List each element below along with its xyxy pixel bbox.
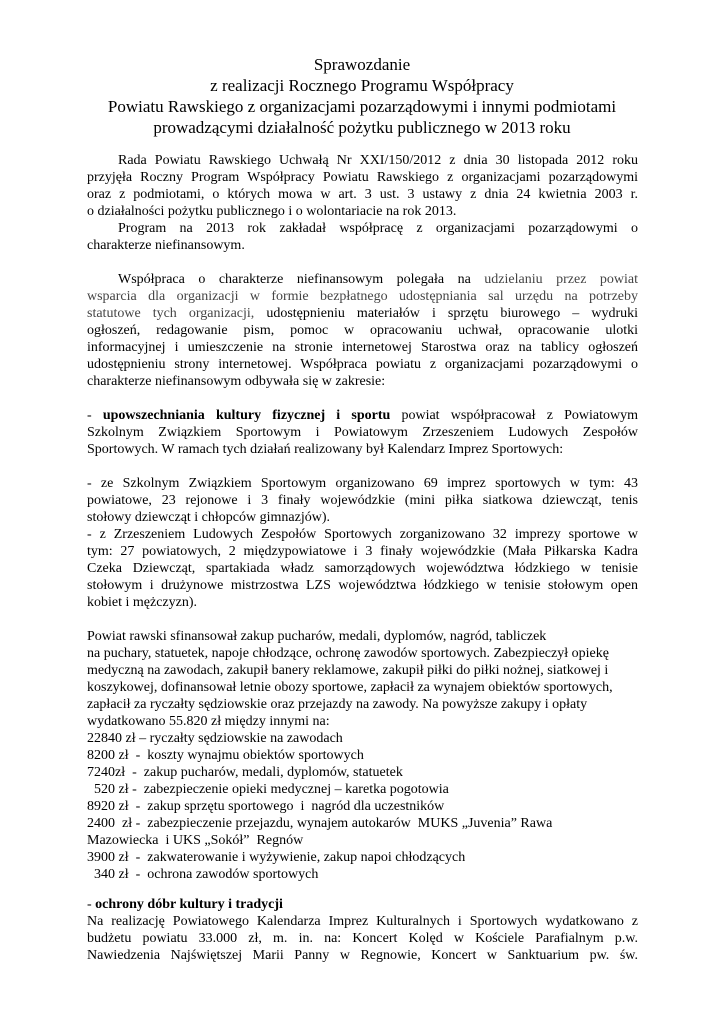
title-line-3: Powiatu Rawskiego z organizacjami pozarządowymi i innymi podmiotami xyxy=(107,97,617,116)
culture-heading: ochrony dóbr kultury i tradycji xyxy=(95,897,283,912)
sport-line: Szkolnym Związkiem Sportowym i Powiatowym Zrzeszeniem Ludowych Zespołów xyxy=(87,425,638,440)
finance-line: wydatkowano 55.820 zł między innymi na: xyxy=(87,714,330,729)
lzs-line: Czeka Dziewcząt, spartakiada władz samorządowych województwa łódzkiego w tenisie xyxy=(87,561,638,576)
szs-line: stołowy dziewcząt i chłopców gimnazjów). xyxy=(87,510,330,525)
nonfin-line: ogłoszeń, redagowanie pism, pomoc w opracowaniu uchwał, opracowanie ulotki xyxy=(87,323,638,338)
expense-item: 3900 zł - zakwaterowanie i wyżywienie, zakup napoi chłodzących xyxy=(87,850,466,865)
intro-line: o działalności pożytku publicznego i o wolontariacie na rok 2013. xyxy=(87,204,457,219)
finance-line: na puchary, statuetek, napoje chłodzące, ochronę zawodów sportowych. Zabezpieczył opiekę xyxy=(87,646,609,661)
sport-text: powiat współpracował z Powiatowym xyxy=(390,408,638,423)
intro-line: Program na 2013 rok zakładał współpracę z organizacjami pozarządowymi o xyxy=(118,221,638,236)
intro-line: Rada Powiatu Rawskiego Uchwałą Nr XXI/150/2012 z dnia 30 listopada 2012 roku xyxy=(118,153,638,168)
title-line-4: prowadzącymi działalność pożytku publicznego w 2013 roku xyxy=(153,118,571,137)
title-line-1: Sprawozdanie xyxy=(313,55,411,74)
expense-item: 340 zł - ochrona zawodów sportowych xyxy=(87,867,319,882)
culture-line: Nawiedzenia Najświętszej Marii Panny w Regnowie, Koncert w Sanktuarium pw. św. xyxy=(87,948,638,963)
lzs-line: stołowym i drużynowe mistrzostwa LZS województwa łódzkiego w tenisie stołowym open xyxy=(87,578,638,593)
expense-item: 2400 zł - zabezpieczenie przejazdu, wynajem autokarów MUKS „Juvenia” Rawa xyxy=(87,816,553,831)
nonfin-line: udostępnieniu strony internetowej. Współpraca powiatu z organizacjami pozarządowymi o xyxy=(87,357,638,372)
culture-prefix: - xyxy=(87,897,96,912)
expense-item: 7240zł - zakup pucharów, medali, dyplomów, statuetek xyxy=(87,765,403,780)
intro-line: oraz z podmiotami, o których mowa w art. 3 ust. 3 ustawy z dnia 24 kwietnia 2003 r. xyxy=(87,187,638,202)
expense-item: 520 zł - zabezpieczenie opieki medycznej – karetka pogotowia xyxy=(87,782,449,797)
nonfin-line: informacyjnej i umieszczenie na stronie internetowej Starostwa oraz na tablicy ogłoszeń xyxy=(87,340,638,355)
nonfin-text-gray: statutowe tych organizacji, xyxy=(87,306,255,321)
expense-item: 8200 zł - koszty wynajmu obiektów sportowych xyxy=(87,748,364,763)
sport-heading-line xyxy=(87,407,638,424)
sport-heading: upowszechniania kultury fizycznej i sportu xyxy=(102,408,391,423)
culture-line: budżetu powiatu 33.000 zł, m. in. na: Koncert Kolęd w Kościele Parafialnym p.w. xyxy=(87,931,638,946)
finance-line: medyczną na zawodach, zakupił banery reklamowe, zakupił piłki do piłki nożnej, siatkowej i xyxy=(87,663,609,678)
intro-line: przyjęła Roczny Program Współpracy Powiatu Rawskiego z organizacjami pozarządowymi xyxy=(87,170,638,185)
lzs-line: - z Zrzeszeniem Ludowych Zespołów Sportowych zorganizowano 32 imprezy sportowe w xyxy=(87,527,638,542)
intro-line: charakterze niefinansowym. xyxy=(87,238,245,253)
sport-prefix: - xyxy=(87,408,103,423)
nonfin-text: Współpraca o charakterze niefinansowym polegała na xyxy=(118,272,471,287)
culture-heading-line xyxy=(87,896,638,913)
finance-line: zapłacił za ryczałty sędziowskie oraz przejazdy na zawody. Na powyższe zakupy i opłaty xyxy=(87,697,588,712)
expense-item: 8920 zł - zakup sprzętu sportowego i nagród dla uczestników xyxy=(87,799,445,814)
lzs-line: tym: 27 powiatowych, 2 międzypowiatowe i 3 finały wojewódzkie (Mała Piłkarska Kadra xyxy=(87,544,638,559)
expense-item: Mazowiecka i UKS „Sokół” Regnów xyxy=(87,833,304,848)
nonfin-text: udostępnieniu materiałów i sprzętu biurowego – wydruki xyxy=(266,306,638,321)
nonfin-line: wsparcia dla organizacji w formie bezpłatnego udostępniania sal urzędu na potrzeby xyxy=(87,289,638,304)
expense-item: 22840 zł – ryczałty sędziowskie na zawodach xyxy=(87,731,343,746)
nonfin-text-gray: udzielaniu przez powiat xyxy=(484,272,639,287)
lzs-line: kobiet i mężczyzn). xyxy=(87,595,198,610)
sport-line: Sportowych. W ramach tych działań realizowany był Kalendarz Imprez Sportowych: xyxy=(87,442,564,457)
title-line-2: z realizacji Rocznego Programu Współpracy xyxy=(210,76,514,95)
nonfin-line xyxy=(118,271,638,288)
szs-line: - ze Szkolnym Związkiem Sportowym organizowano 69 imprez sportowych w tym: 43 xyxy=(87,476,638,491)
culture-line: Na realizację Powiatowego Kalendarza Imprez Kulturalnych i Sportowych wydatkowano z xyxy=(87,914,638,929)
nonfin-line xyxy=(87,305,638,322)
finance-line: Powiat rawski sfinansował zakup pucharów, medali, dyplomów, nagród, tabliczek xyxy=(87,629,547,644)
finance-line: koszykowej, dofinansował letnie obozy sportowe, zapłacił za wynajem obiektów sportowych, xyxy=(87,680,613,695)
szs-line: powiatowe, 23 rejonowe i 3 finały wojewódzkie (mini piłka siatkowa dziewcząt, tenis xyxy=(87,493,638,508)
nonfin-line: charakterze niefinansowym odbywała się w zakresie: xyxy=(87,374,386,389)
